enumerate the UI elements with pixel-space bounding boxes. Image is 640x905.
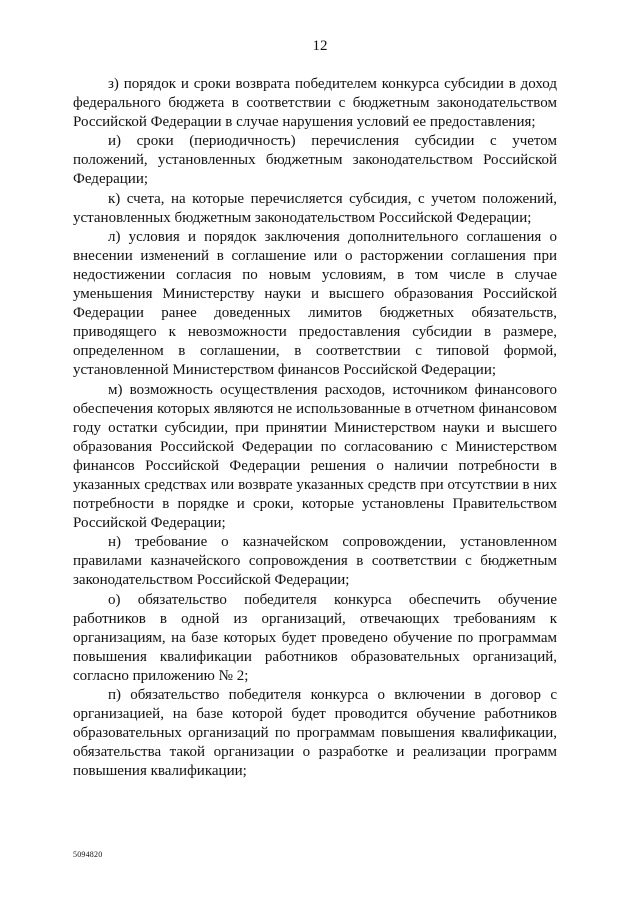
document-code: 5094820 [73,850,103,859]
paragraph-z: з) порядок и сроки возврата победителем конкурса субсидии в доход федерального бюджета в соответствии с бюджетным законодательством Российской Федерации в случае нарушения условий ее предоставления; [73,76,557,131]
paragraph-l: л) условия и порядок заключения дополнительного соглашения о внесении изменений в соглашение или о расторжении соглашения при недостижении согласия по новым условиям, в том числе в случае уменьшения Министерству науки и высшего образования Российской Федерации ранее доведенных лимитов бюджетных обязательств, приводящего к невозможности предоставления субсидии в размере, определенном в соглашении, в соответствии с типовой формой, установленной Министерством финансов Российской Федерации; [73,228,557,379]
paragraph-p: п) обязательство победителя конкурса о включении в договор с организацией, на базе которой будет проводится обучение работников образовательных организаций по программам повышения квалификации, обязательства такой организации о разработке и реализации программ повышения квалификации; [73,687,557,780]
paragraph-o: о) обязательство победителя конкурса обеспечить обучение работников в одной из организаций, отвечающих требованиям к организациям, на базе которых будет проведено обучение по программам повышения квалификации работников образовательных организаций, согласно приложению № 2; [73,591,557,684]
paragraph-n: н) требование о казначейском сопровождении, установленном правилами казначейского сопровождения в соответствии с бюджетным законодательством Российской Федерации; [73,534,557,589]
paragraph-m: м) возможность осуществления расходов, источником финансового обеспечения которых являются не использованные в отчетном финансовом году остатки субсидии, при принятии Министерством науки и высшего образования Российской Федерации по согласованию с Министерством финансов Российской Федерации решения о наличии потребности в указанных средствах или возврате указанных средств при отсутствии в них потребности в порядке и сроки, которые установлены Правительством Российской Федерации; [73,381,557,532]
paragraph-i: и) сроки (периодичность) перечисления субсидии с учетом положений, установленных бюджетным законодательством Российской Федерации; [73,133,557,188]
page-number: 12 [312,38,328,54]
document-body [73,75,557,781]
paragraph-k: к) счета, на которые перечисляется субсидия, с учетом положений, установленных бюджетным законодательством Российской Федерации; [73,190,557,226]
